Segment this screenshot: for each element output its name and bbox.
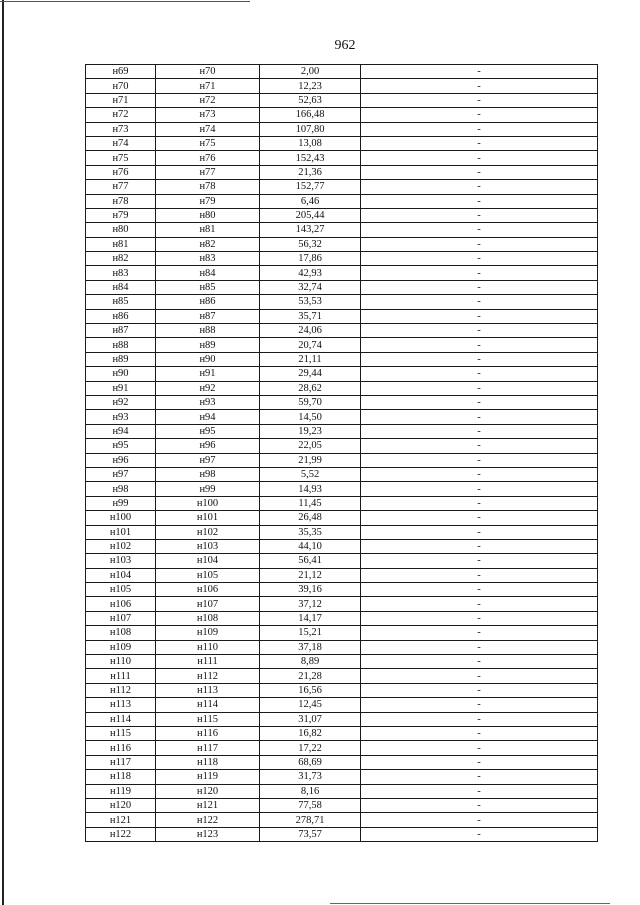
point-to-cell: н85 [156, 280, 260, 294]
point-to-cell: н74 [156, 122, 260, 136]
length-cell: 24,06 [260, 324, 361, 338]
note-cell: - [361, 568, 598, 582]
length-cell: 29,44 [260, 367, 361, 381]
point-to-cell: н108 [156, 611, 260, 625]
point-from-cell: н116 [86, 741, 156, 755]
table-row [86, 597, 598, 611]
point-from-cell: н112 [86, 683, 156, 697]
note-cell: - [361, 108, 598, 122]
point-from-cell: н71 [86, 93, 156, 107]
table-row [86, 755, 598, 769]
note-cell: - [361, 626, 598, 640]
point-from-cell: н72 [86, 108, 156, 122]
point-from-cell: н74 [86, 136, 156, 150]
length-cell: 44,10 [260, 539, 361, 553]
table-row [86, 381, 598, 395]
length-cell: 17,22 [260, 741, 361, 755]
table-row [86, 539, 598, 553]
table-row [86, 827, 598, 841]
point-from-cell: н88 [86, 338, 156, 352]
point-from-cell: н98 [86, 482, 156, 496]
length-cell: 13,08 [260, 136, 361, 150]
point-from-cell: н69 [86, 65, 156, 79]
note-cell: - [361, 827, 598, 841]
point-from-cell: н109 [86, 640, 156, 654]
point-from-cell: н85 [86, 295, 156, 309]
table-row [86, 525, 598, 539]
length-cell: 22,05 [260, 439, 361, 453]
point-from-cell: н120 [86, 798, 156, 812]
table-row [86, 151, 598, 165]
length-cell: 21,36 [260, 165, 361, 179]
point-from-cell: н111 [86, 669, 156, 683]
point-from-cell: н121 [86, 813, 156, 827]
point-to-cell: н97 [156, 453, 260, 467]
length-cell: 5,52 [260, 467, 361, 481]
point-to-cell: н87 [156, 309, 260, 323]
point-from-cell: н97 [86, 467, 156, 481]
point-from-cell: н96 [86, 453, 156, 467]
point-to-cell: н80 [156, 208, 260, 222]
point-to-cell: н106 [156, 583, 260, 597]
point-from-cell: н90 [86, 367, 156, 381]
length-cell: 166,48 [260, 108, 361, 122]
point-to-cell: н99 [156, 482, 260, 496]
note-cell: - [361, 496, 598, 510]
table-row [86, 266, 598, 280]
table-row [86, 208, 598, 222]
length-cell: 14,93 [260, 482, 361, 496]
note-cell: - [361, 597, 598, 611]
point-from-cell: н113 [86, 698, 156, 712]
note-cell: - [361, 65, 598, 79]
table-body [86, 65, 598, 842]
table-row [86, 640, 598, 654]
table-row [86, 338, 598, 352]
length-cell: 19,23 [260, 424, 361, 438]
length-cell: 278,71 [260, 813, 361, 827]
table-row [86, 726, 598, 740]
length-cell: 12,45 [260, 698, 361, 712]
length-cell: 39,16 [260, 583, 361, 597]
note-cell: - [361, 683, 598, 697]
table-row [86, 554, 598, 568]
table-row [86, 252, 598, 266]
point-to-cell: н102 [156, 525, 260, 539]
point-from-cell: н95 [86, 439, 156, 453]
table-row [86, 324, 598, 338]
point-from-cell: н79 [86, 208, 156, 222]
point-from-cell: н92 [86, 395, 156, 409]
table-row [86, 93, 598, 107]
note-cell: - [361, 324, 598, 338]
point-to-cell: н90 [156, 352, 260, 366]
point-to-cell: н92 [156, 381, 260, 395]
point-from-cell: н110 [86, 655, 156, 669]
point-from-cell: н100 [86, 511, 156, 525]
point-to-cell: н115 [156, 712, 260, 726]
point-from-cell: н80 [86, 223, 156, 237]
length-cell: 16,56 [260, 683, 361, 697]
length-cell: 152,77 [260, 180, 361, 194]
point-to-cell: н105 [156, 568, 260, 582]
point-to-cell: н119 [156, 770, 260, 784]
point-from-cell: н83 [86, 266, 156, 280]
length-cell: 12,23 [260, 79, 361, 93]
point-to-cell: н77 [156, 165, 260, 179]
length-cell: 35,35 [260, 525, 361, 539]
point-from-cell: н87 [86, 324, 156, 338]
note-cell: - [361, 813, 598, 827]
note-cell: - [361, 755, 598, 769]
note-cell: - [361, 453, 598, 467]
length-cell: 31,73 [260, 770, 361, 784]
table-row [86, 698, 598, 712]
point-to-cell: н122 [156, 813, 260, 827]
note-cell: - [361, 554, 598, 568]
note-cell: - [361, 237, 598, 251]
scan-edge-left [2, 0, 4, 905]
point-to-cell: н112 [156, 669, 260, 683]
point-to-cell: н84 [156, 266, 260, 280]
point-from-cell: н119 [86, 784, 156, 798]
point-to-cell: н91 [156, 367, 260, 381]
length-cell: 14,17 [260, 611, 361, 625]
note-cell: - [361, 669, 598, 683]
length-cell: 17,86 [260, 252, 361, 266]
point-from-cell: н93 [86, 410, 156, 424]
point-to-cell: н79 [156, 194, 260, 208]
table-row [86, 352, 598, 366]
point-from-cell: н81 [86, 237, 156, 251]
table-row [86, 367, 598, 381]
table-row [86, 453, 598, 467]
note-cell: - [361, 712, 598, 726]
scan-edge-top [0, 1, 250, 2]
length-cell: 11,45 [260, 496, 361, 510]
point-from-cell: н118 [86, 770, 156, 784]
length-cell: 14,50 [260, 410, 361, 424]
length-cell: 37,18 [260, 640, 361, 654]
table-row [86, 180, 598, 194]
length-cell: 21,12 [260, 568, 361, 582]
length-cell: 53,53 [260, 295, 361, 309]
note-cell: - [361, 410, 598, 424]
table-row [86, 655, 598, 669]
length-cell: 56,41 [260, 554, 361, 568]
point-from-cell: н114 [86, 712, 156, 726]
note-cell: - [361, 424, 598, 438]
note-cell: - [361, 482, 598, 496]
point-from-cell: н115 [86, 726, 156, 740]
note-cell: - [361, 338, 598, 352]
table-row [86, 79, 598, 93]
table-row [86, 741, 598, 755]
table-row [86, 669, 598, 683]
note-cell: - [361, 798, 598, 812]
point-from-cell: н101 [86, 525, 156, 539]
point-to-cell: н94 [156, 410, 260, 424]
note-cell: - [361, 208, 598, 222]
point-from-cell: н94 [86, 424, 156, 438]
table-row [86, 611, 598, 625]
length-cell: 205,44 [260, 208, 361, 222]
point-to-cell: н118 [156, 755, 260, 769]
note-cell: - [361, 381, 598, 395]
table-row [86, 683, 598, 697]
note-cell: - [361, 93, 598, 107]
note-cell: - [361, 122, 598, 136]
note-cell: - [361, 79, 598, 93]
point-to-cell: н107 [156, 597, 260, 611]
note-cell: - [361, 698, 598, 712]
note-cell: - [361, 367, 598, 381]
table-row [86, 165, 598, 179]
point-to-cell: н98 [156, 467, 260, 481]
point-to-cell: н70 [156, 65, 260, 79]
length-cell: 8,89 [260, 655, 361, 669]
length-cell: 59,70 [260, 395, 361, 409]
point-to-cell: н113 [156, 683, 260, 697]
table-row [86, 798, 598, 812]
length-cell: 2,00 [260, 65, 361, 79]
length-cell: 107,80 [260, 122, 361, 136]
boundary-segments-table [85, 64, 598, 842]
point-to-cell: н88 [156, 324, 260, 338]
point-to-cell: н109 [156, 626, 260, 640]
point-to-cell: н101 [156, 511, 260, 525]
point-to-cell: н117 [156, 741, 260, 755]
note-cell: - [361, 151, 598, 165]
table-row [86, 424, 598, 438]
point-to-cell: н76 [156, 151, 260, 165]
note-cell: - [361, 525, 598, 539]
length-cell: 32,74 [260, 280, 361, 294]
note-cell: - [361, 180, 598, 194]
note-cell: - [361, 352, 598, 366]
table-row [86, 626, 598, 640]
point-to-cell: н104 [156, 554, 260, 568]
point-to-cell: н75 [156, 136, 260, 150]
length-cell: 37,12 [260, 597, 361, 611]
note-cell: - [361, 611, 598, 625]
note-cell: - [361, 295, 598, 309]
page-number: 962 [334, 38, 356, 53]
note-cell: - [361, 640, 598, 654]
table-row [86, 496, 598, 510]
point-to-cell: н72 [156, 93, 260, 107]
point-to-cell: н71 [156, 79, 260, 93]
note-cell: - [361, 280, 598, 294]
note-cell: - [361, 165, 598, 179]
length-cell: 6,46 [260, 194, 361, 208]
point-from-cell: н75 [86, 151, 156, 165]
note-cell: - [361, 511, 598, 525]
point-to-cell: н93 [156, 395, 260, 409]
point-to-cell: н103 [156, 539, 260, 553]
table-row [86, 712, 598, 726]
point-to-cell: н96 [156, 439, 260, 453]
table-row [86, 108, 598, 122]
length-cell: 35,71 [260, 309, 361, 323]
table-row [86, 65, 598, 79]
table-row [86, 813, 598, 827]
table-row [86, 295, 598, 309]
point-from-cell: н104 [86, 568, 156, 582]
note-cell: - [361, 266, 598, 280]
note-cell: - [361, 726, 598, 740]
length-cell: 42,93 [260, 266, 361, 280]
point-to-cell: н116 [156, 726, 260, 740]
table-row [86, 583, 598, 597]
point-to-cell: н86 [156, 295, 260, 309]
length-cell: 26,48 [260, 511, 361, 525]
note-cell: - [361, 539, 598, 553]
point-to-cell: н110 [156, 640, 260, 654]
point-from-cell: н86 [86, 309, 156, 323]
table-row [86, 223, 598, 237]
length-cell: 20,74 [260, 338, 361, 352]
point-to-cell: н78 [156, 180, 260, 194]
point-to-cell: н73 [156, 108, 260, 122]
table-row [86, 439, 598, 453]
length-cell: 68,69 [260, 755, 361, 769]
point-to-cell: н111 [156, 655, 260, 669]
scan-edge-bottom [330, 903, 610, 904]
note-cell: - [361, 583, 598, 597]
table-row [86, 770, 598, 784]
point-from-cell: н78 [86, 194, 156, 208]
point-from-cell: н84 [86, 280, 156, 294]
point-to-cell: н123 [156, 827, 260, 841]
point-to-cell: н89 [156, 338, 260, 352]
note-cell: - [361, 136, 598, 150]
table-row [86, 309, 598, 323]
point-to-cell: н121 [156, 798, 260, 812]
point-from-cell: н108 [86, 626, 156, 640]
length-cell: 8,16 [260, 784, 361, 798]
table-row [86, 511, 598, 525]
note-cell: - [361, 741, 598, 755]
length-cell: 152,43 [260, 151, 361, 165]
point-from-cell: н122 [86, 827, 156, 841]
point-from-cell: н107 [86, 611, 156, 625]
length-cell: 77,58 [260, 798, 361, 812]
table-row [86, 568, 598, 582]
table-row [86, 410, 598, 424]
point-from-cell: н70 [86, 79, 156, 93]
table-row [86, 194, 598, 208]
note-cell: - [361, 309, 598, 323]
length-cell: 73,57 [260, 827, 361, 841]
point-from-cell: н77 [86, 180, 156, 194]
point-to-cell: н82 [156, 237, 260, 251]
table-row [86, 467, 598, 481]
length-cell: 21,28 [260, 669, 361, 683]
note-cell: - [361, 395, 598, 409]
point-from-cell: н99 [86, 496, 156, 510]
note-cell: - [361, 439, 598, 453]
length-cell: 16,82 [260, 726, 361, 740]
point-to-cell: н83 [156, 252, 260, 266]
length-cell: 52,63 [260, 93, 361, 107]
note-cell: - [361, 194, 598, 208]
note-cell: - [361, 467, 598, 481]
length-cell: 143,27 [260, 223, 361, 237]
point-from-cell: н89 [86, 352, 156, 366]
point-from-cell: н103 [86, 554, 156, 568]
table-row [86, 237, 598, 251]
length-cell: 28,62 [260, 381, 361, 395]
point-from-cell: н117 [86, 755, 156, 769]
table-row [86, 482, 598, 496]
point-from-cell: н91 [86, 381, 156, 395]
point-to-cell: н100 [156, 496, 260, 510]
point-to-cell: н81 [156, 223, 260, 237]
note-cell: - [361, 770, 598, 784]
length-cell: 15,21 [260, 626, 361, 640]
note-cell: - [361, 252, 598, 266]
length-cell: 21,99 [260, 453, 361, 467]
length-cell: 31,07 [260, 712, 361, 726]
table-row [86, 280, 598, 294]
note-cell: - [361, 655, 598, 669]
point-from-cell: н102 [86, 539, 156, 553]
point-to-cell: н114 [156, 698, 260, 712]
point-to-cell: н95 [156, 424, 260, 438]
table-row [86, 136, 598, 150]
table-row [86, 122, 598, 136]
point-from-cell: н105 [86, 583, 156, 597]
point-from-cell: н82 [86, 252, 156, 266]
point-from-cell: н73 [86, 122, 156, 136]
point-from-cell: н76 [86, 165, 156, 179]
table-row [86, 784, 598, 798]
point-from-cell: н106 [86, 597, 156, 611]
note-cell: - [361, 784, 598, 798]
point-to-cell: н120 [156, 784, 260, 798]
length-cell: 56,32 [260, 237, 361, 251]
note-cell: - [361, 223, 598, 237]
table-row [86, 395, 598, 409]
length-cell: 21,11 [260, 352, 361, 366]
